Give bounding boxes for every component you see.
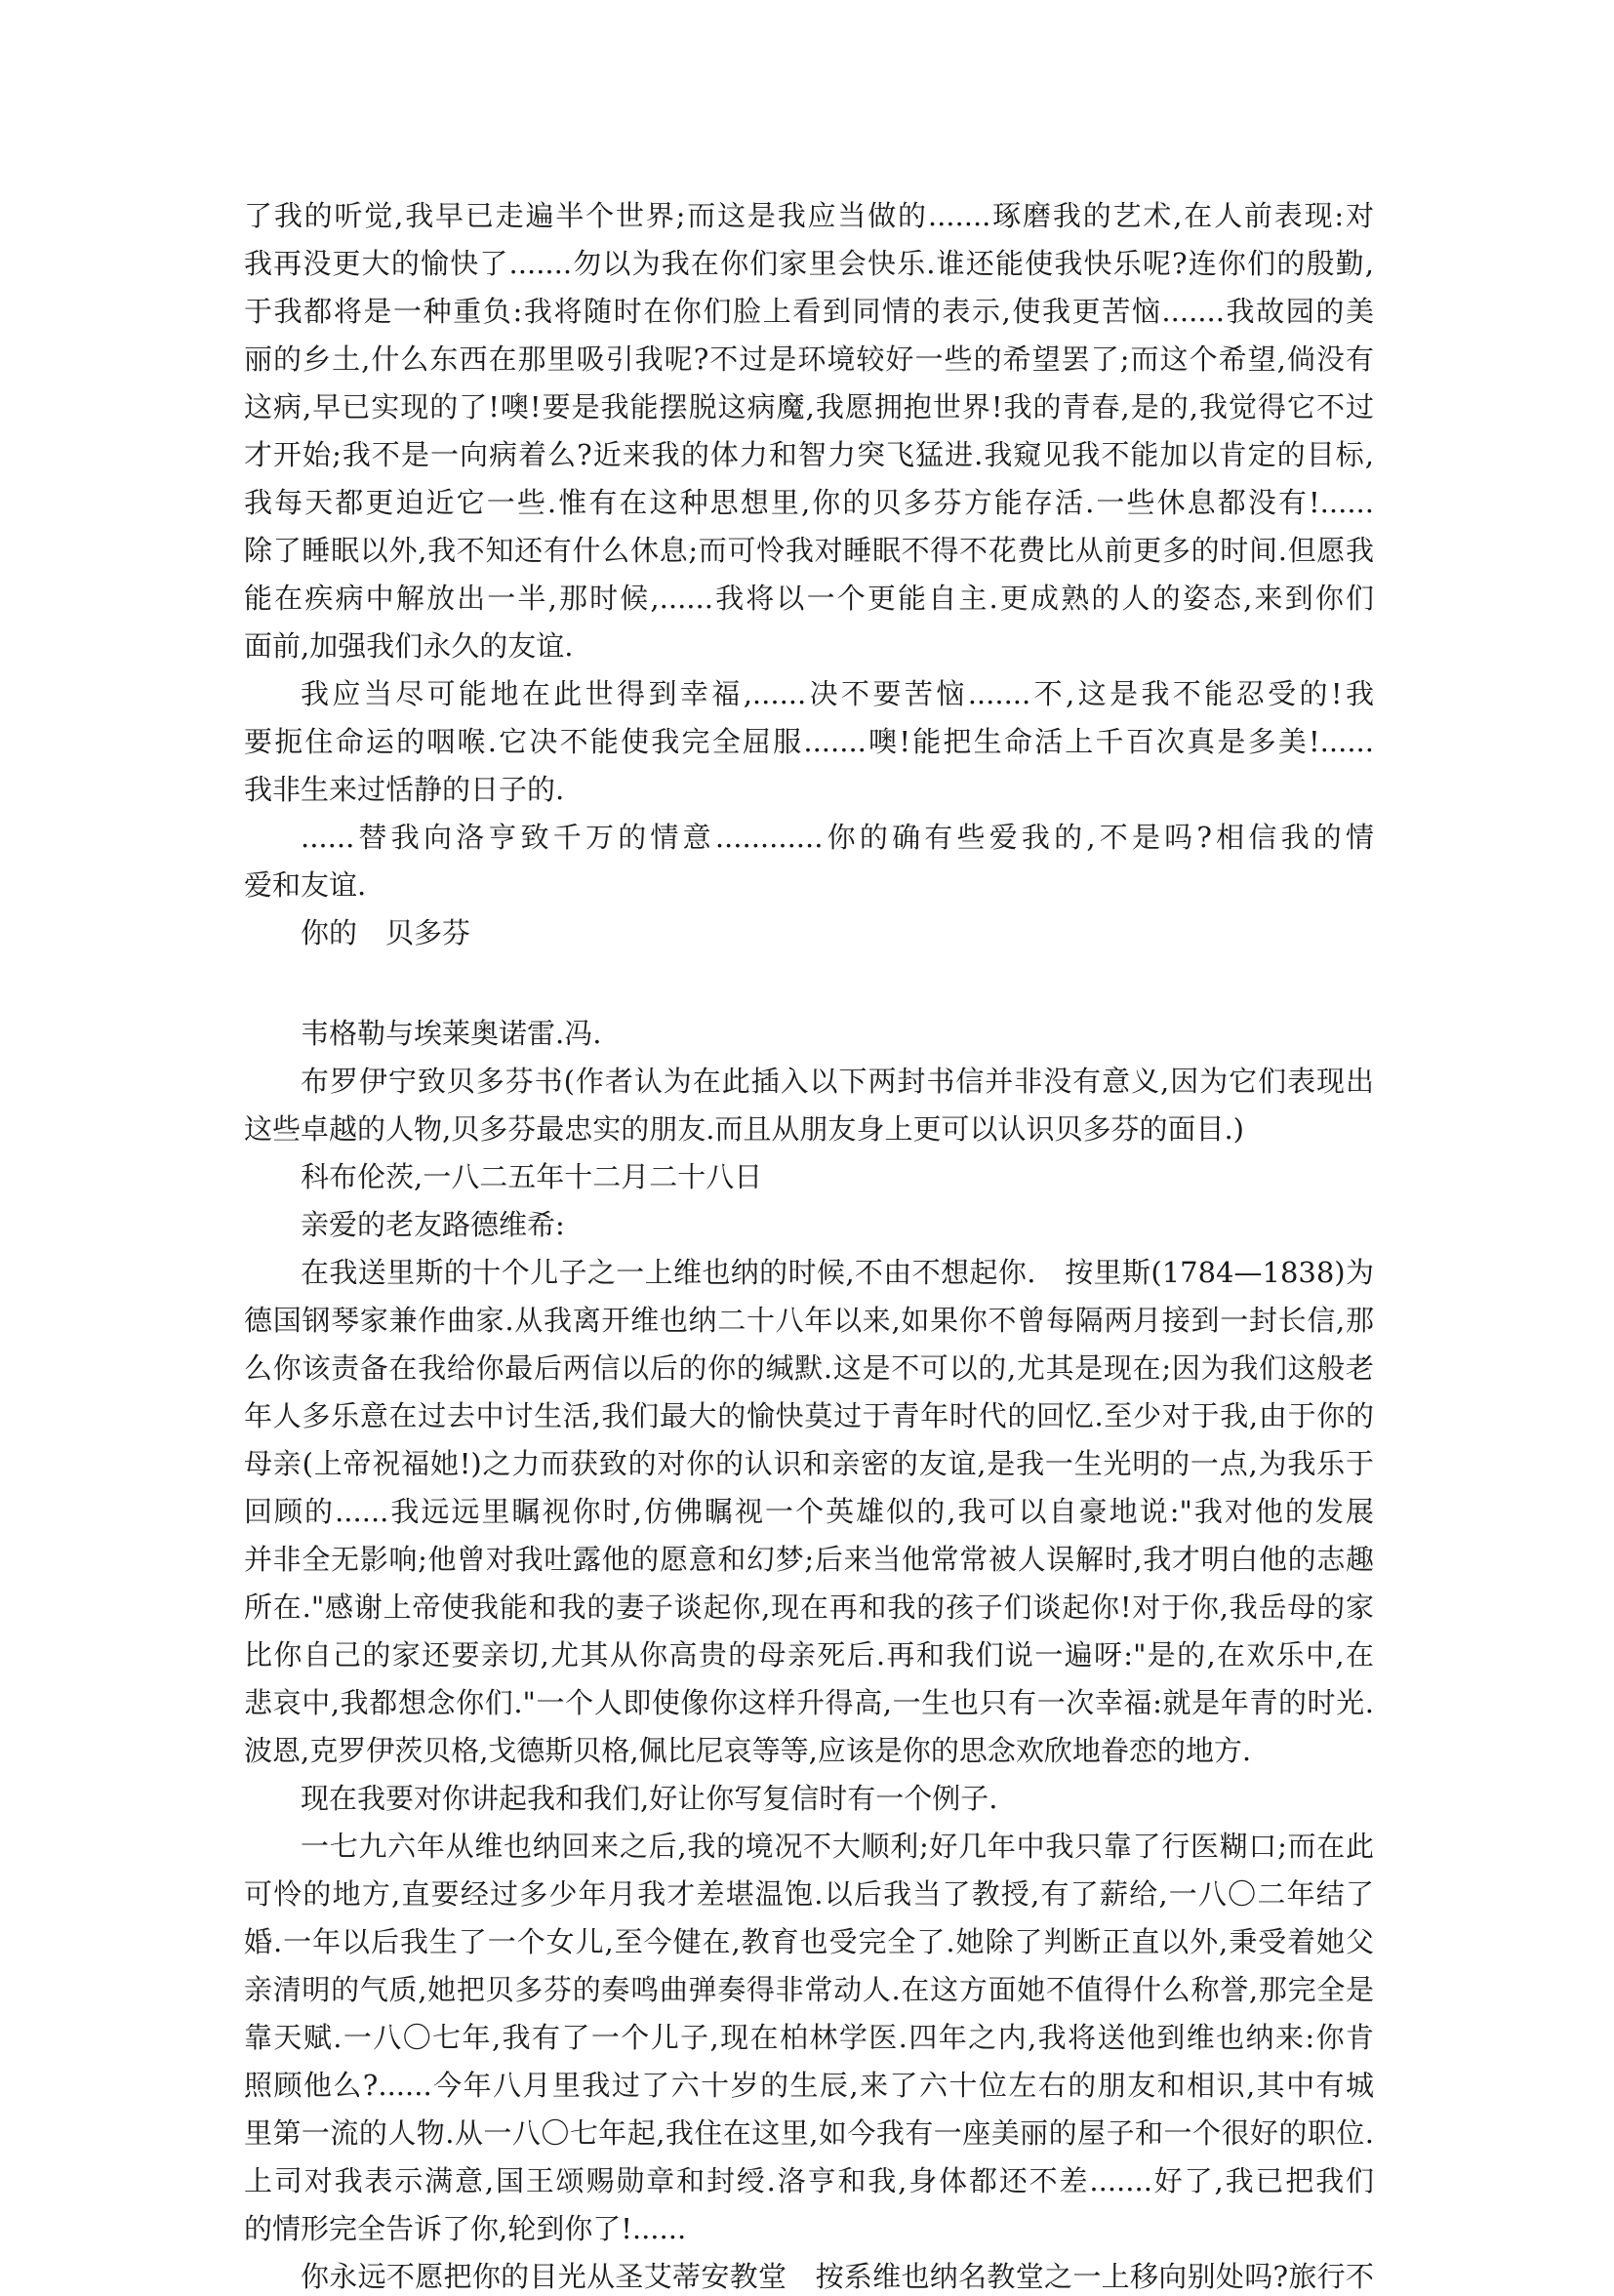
text-line: 亲清明的气质,她把贝多芬的奏鸣曲弹奏得非常动人.在这方面她不值得什么称誉,那完全是 bbox=[244, 1973, 1374, 2006]
text-line: 么你该责备在我给你最后两信以后的你的缄默.这是不可以的,尤其是现在;因为我们这般老 bbox=[244, 1351, 1374, 1385]
text-line: 靠天赋.一八〇七年,我有了一个儿子,现在柏林学医.四年之内,我将送他到维也纳来:你肯 bbox=[244, 2021, 1374, 2054]
text-line: 我非生来过恬静的日子的. bbox=[244, 773, 565, 806]
text-line: 所在."感谢上帝使我能和我的妻子谈起你,现在再和我的孩子们谈起你!对于你,我岳母的家 bbox=[244, 1591, 1374, 1624]
text-line: 可怜的地方,直要经过多少年月我才差堪温饱.以后我当了教授,有了薪给,一八〇二年结了 bbox=[244, 1877, 1374, 1911]
text-line: 能在疾病中解放出一半,那时候,......我将以一个更能自主.更成熟的人的姿态,来到你们 bbox=[244, 582, 1374, 615]
text-line: 布罗伊宁致贝多芬书(作者认为在此插入以下两封书信并非没有意义,因为它们表现出 bbox=[301, 1065, 1374, 1098]
text-line: 你永远不愿把你的目光从圣艾蒂安教堂 按系维也纳名教堂之一上移向别处吗?旅行不 bbox=[301, 2260, 1374, 2293]
text-line: 爱和友谊. bbox=[244, 868, 367, 902]
text-line: 年人多乐意在过去中讨生活,我们最大的愉快莫过于青年时代的回忆.至少对于我,由于你的 bbox=[244, 1399, 1374, 1432]
text-line: 并非全无影响;他曾对我吐露他的愿意和幻梦;后来当他常常被人误解时,我才明白他的志趣 bbox=[244, 1543, 1374, 1576]
dateline: 科布伦茨,一八二五年十二月二十八日 bbox=[301, 1160, 763, 1193]
text-line: 婚.一年以后我生了一个女儿,至今健在,教育也受完全了.她除了判断正直以外,秉受着她父 bbox=[244, 1925, 1374, 1958]
text-line: 的情形完全告诉了你,轮到你了!...... bbox=[244, 2212, 687, 2245]
text-line: 一七九六年从维也纳回来之后,我的境况不大顺利;好几年中我只靠了行医糊口;而在此 bbox=[301, 1830, 1374, 1863]
text-line: 现在我要对你讲起我和我们,好让你写复信时有一个例子. bbox=[301, 1782, 998, 1815]
text-line: 要扼住命运的咽喉.它决不能使我完全屈服.......噢!能把生命活上千百次真是多美!...... bbox=[244, 725, 1374, 758]
text-line: 才开始;我不是一向病着么?近来我的体力和智力突飞猛进.我窥见我不能加以肯定的目标, bbox=[244, 438, 1374, 471]
text-line: 这些卓越的人物,贝多芬最忠实的朋友.而且从朋友身上更可以认识贝多芬的面目.) bbox=[244, 1112, 1244, 1146]
text-line: 于我都将是一种重负:我将随时在你们脸上看到同情的表示,使我更苦恼.......我故园的美 bbox=[244, 295, 1374, 328]
text-line: 我再没更大的愉快了.......勿以为我在你们家里会快乐.谁还能使我快乐呢?连你们的殷勤, bbox=[244, 247, 1374, 280]
text-line: 了我的听觉,我早已走遍半个世界;而这是我应当做的.......琢磨我的艺术,在人前表现:对 bbox=[244, 199, 1374, 232]
text-line: 照顾他么?......今年八月里我过了六十岁的生辰,来了六十位左右的朋友和相识,其中有城 bbox=[244, 2069, 1374, 2102]
text-line: 比你自己的家还要亲切,尤其从你高贵的母亲死后.再和我们说一遍呀:"是的,在欢乐中,在 bbox=[244, 1638, 1374, 1672]
text-line: 面前,加强我们永久的友谊. bbox=[244, 629, 574, 663]
signature: 你的 贝多芬 bbox=[301, 916, 471, 949]
text-line: 这病,早已实现的了!噢!要是我能摆脱这病魔,我愿拥抱世界!我的青春,是的,我觉得它不过 bbox=[244, 390, 1374, 423]
text-line: ......替我向洛亨致千万的情意............你的确有些爱我的,不是吗?相信我的情 bbox=[301, 821, 1374, 854]
text-line: 母亲(上帝祝福她!)之力而获致的对你的认识和亲密的友谊,是我一生光明的一点,为我乐于 bbox=[244, 1447, 1374, 1480]
text-line: 丽的乡土,什么东西在那里吸引我呢?不过是环境较好一些的希望罢了;而这个希望,倘没有 bbox=[244, 342, 1374, 376]
text-line: 除了睡眠以外,我不知还有什么休息;而可怜我对睡眠不得不花费比从前更多的时间.但愿我 bbox=[244, 534, 1374, 567]
text-line: 上司对我表示满意,国王颂赐勋章和封绶.洛亨和我,身体都还不差.......好了,我已把我们 bbox=[244, 2164, 1374, 2197]
text-line: 悲哀中,我都想念你们."一个人即使像你这样升得高,一生也只有一次幸福:就是年青的时光. bbox=[244, 1686, 1374, 1719]
section-title: 韦格勒与埃莱奥诺雷.冯. bbox=[301, 1017, 602, 1050]
text-line: 里第一流的人物.从一八〇七年起,我住在这里,如今我有一座美丽的屋子和一个很好的职位. bbox=[244, 2116, 1374, 2150]
text-line: 回顾的......我远远里瞩视你时,仿佛瞩视一个英雄似的,我可以自豪地说:"我对他的发展 bbox=[244, 1495, 1374, 1528]
text-line: 在我送里斯的十个儿子之一上维也纳的时候,不由不想起你. 按里斯(1784—1838)为 bbox=[301, 1256, 1374, 1289]
text-line: 波恩,克罗伊茨贝格,戈德斯贝格,佩比尼哀等等,应该是你的思念欢欣地眷恋的地方. bbox=[244, 1734, 1252, 1767]
text-line: 我每天都更迫近它一些.惟有在这种思想里,你的贝多芬方能存活.一些休息都没有!...... bbox=[244, 486, 1374, 519]
text-line: 德国钢琴家兼作曲家.从我离开维也纳二十八年以来,如果你不曾每隔两月接到一封长信,那 bbox=[244, 1304, 1374, 1337]
salutation: 亲爱的老友路德维希: bbox=[301, 1208, 565, 1241]
text-line: 我应当尽可能地在此世得到幸福,......决不要苦恼.......不,这是我不能忍受的!我 bbox=[301, 677, 1374, 710]
